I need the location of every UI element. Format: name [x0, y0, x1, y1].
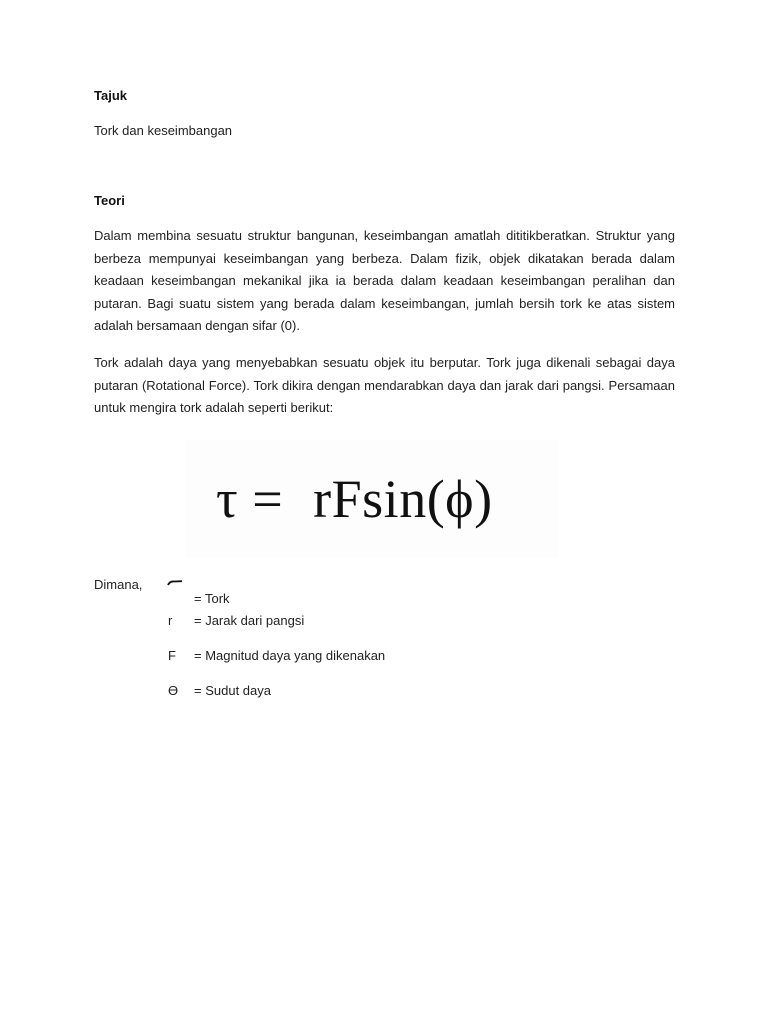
formula-rhs: rFsin(ϕ) — [313, 469, 493, 529]
symbol-theta: ϴ — [168, 683, 179, 698]
formula-lhs: τ = — [216, 469, 284, 529]
torque-formula — [186, 440, 558, 558]
title-heading: Tajuk — [94, 88, 127, 103]
definition-torque: = Tork — [194, 591, 230, 606]
definition-force: = Magnitud daya yang dikenakan — [194, 648, 386, 663]
definition-angle: = Sudut daya — [194, 683, 271, 698]
title-text: Tork dan keseimbangan — [94, 123, 233, 138]
theory-paragraph-2: Tork adalah daya yang menyebabkan sesuatu objek itu berputar. Tork juga dikenali sebagai daya putaran (Rotational Force). Tork dikira dengan mendarabkan daya dan jarak dari pangsi. Persamaan untuk mengira tork adalah seperti berikut: — [94, 355, 675, 415]
where-label: Dimana, — [94, 577, 143, 592]
symbol-f: F — [168, 648, 176, 663]
definition-distance: = Jarak dari pangsi — [194, 613, 305, 628]
theory-paragraph-1: Dalam membina sesuatu struktur bangunan, keseimbangan amatlah dititikberatkan. Struktur yang berbeza mempunyai keseimbangan yang berbeza. Dalam fizik, objek dikatakan berada dalam keadaan keseimbangan mekanikal jika ia berada dalam keadaan keseimbangan peralihan dan putaran. Bagi suatu sistem yang berada dalam keseimbangan, jumlah bersih tork ke atas sistem adalah bersamaan dengan sifar (0). — [94, 228, 675, 333]
theory-heading: Teori — [94, 193, 125, 208]
tau-symbol-icon — [167, 580, 183, 586]
symbol-r: r — [168, 613, 173, 628]
